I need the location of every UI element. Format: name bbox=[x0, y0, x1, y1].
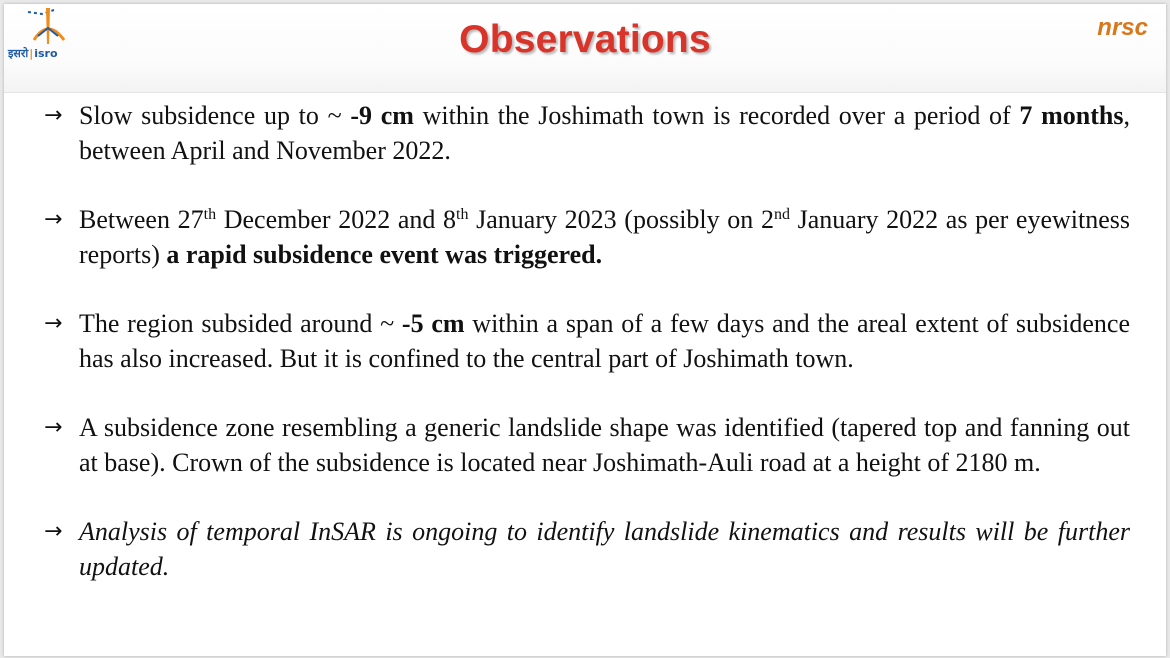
observation-text-segment: December 2022 and 8 bbox=[216, 205, 457, 234]
observation-text-segment: within a span of a few days and the areal extent of subsidence has also increased. But it is confined to the central part of Joshimath town. bbox=[79, 309, 1130, 373]
observation-text bbox=[79, 517, 1130, 581]
observation-text-segment: , between April and November 2022. bbox=[79, 101, 1130, 165]
arrow-bullet-icon: → bbox=[44, 519, 63, 544]
observation-text-segment: A subsidence zone resembling a generic landslide shape was identified (tapered top and fanning out at base). Crown of the subsidence is located near Joshimath-Auli road at a height of 2180 m. bbox=[79, 413, 1130, 477]
arrow-bullet-icon: → bbox=[44, 103, 63, 128]
observation-text-segment: Analysis of temporal InSAR is ongoing to identify landslide kinematics and results will be further updated. bbox=[79, 517, 1130, 581]
observation-text-segment: a rapid subsidence event was triggered. bbox=[166, 240, 603, 269]
arrow-bullet-icon: → bbox=[44, 207, 63, 232]
observation-text-segment: 7 months bbox=[1019, 101, 1124, 130]
observation-text-segment: Slow subsidence up to ~ bbox=[79, 101, 351, 130]
slide bbox=[4, 4, 1166, 656]
observation-text-segment: within the Joshimath town is recorded over a period of bbox=[413, 101, 1020, 130]
observation-text-segment: -5 cm bbox=[401, 309, 465, 338]
page-title: Observations bbox=[459, 18, 711, 61]
observation-text-segment: January 2023 (possibly on 2 bbox=[468, 205, 774, 234]
arrow-bullet-icon: → bbox=[44, 311, 63, 336]
observation-text-segment: th bbox=[456, 206, 469, 223]
observation-item bbox=[44, 202, 1130, 272]
observation-text bbox=[79, 413, 1130, 477]
arrow-bullet-icon: → bbox=[44, 415, 63, 440]
observation-item bbox=[44, 410, 1130, 480]
observation-text-segment: Between 27 bbox=[79, 205, 204, 234]
observation-item bbox=[44, 514, 1130, 584]
observation-text bbox=[79, 309, 1130, 373]
nrsc-brand: nrsc bbox=[1097, 14, 1148, 41]
observation-text-segment: nd bbox=[773, 206, 790, 223]
observation-item bbox=[44, 306, 1130, 376]
observation-text-segment: January 2022 as per eyewitness reports) bbox=[79, 205, 1131, 269]
observation-text-segment: The region subsided around ~ bbox=[79, 309, 402, 338]
observations-list bbox=[44, 98, 1130, 618]
isro-logo: इसरो|isro bbox=[8, 6, 88, 70]
observation-item bbox=[44, 98, 1130, 168]
observation-text-segment: -9 cm bbox=[350, 101, 414, 130]
observation-text bbox=[79, 101, 1130, 165]
logo-hindi-text: इसरो bbox=[8, 47, 29, 60]
logo-english-text: isro bbox=[34, 47, 58, 60]
observation-text bbox=[79, 205, 1130, 269]
observation-text-segment: th bbox=[203, 206, 217, 223]
